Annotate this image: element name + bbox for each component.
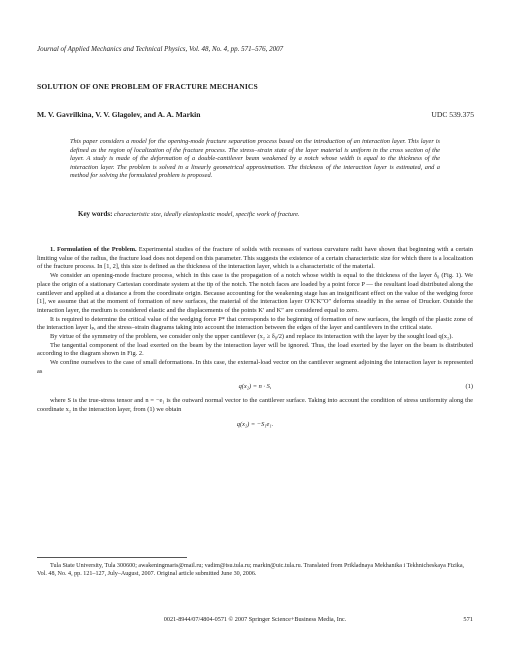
journal-citation: Journal of Applied Mechanics and Technical Physics, Vol. 48, No. 4, pp. 571–576, 2007 — [37, 45, 284, 53]
keywords — [78, 210, 448, 220]
section-heading: 1. Formulation of the Problem. — [50, 246, 137, 253]
equation-1-text: q(x₂) = n · S, — [238, 382, 272, 390]
paragraph-4: By virtue of the symmetry of the problem, we consider only the upper cantilever (x₂ ≥ δ₀/2) and replace its interaction with the layer by the sought load q(x₂). — [50, 333, 453, 341]
keywords-text: characteristic size, ideally elastoplastic model, specific work of fracture. — [114, 211, 300, 218]
paper-title: SOLUTION OF ONE PROBLEM OF FRACTURE MECHANICS — [37, 82, 258, 91]
page-number: 571 — [463, 616, 473, 623]
equation-1 — [37, 383, 473, 392]
paragraph-3: It is required to determine the critical value of the wedging force P* that corresponds to the beginning of formation of new surfaces, the length of the plastic zone of the interaction layer lₚ, and the stress–strain diagrams taking into account the interaction between the edges of the layer and cantilevers in the critical state. — [37, 315, 473, 332]
copyright-line: 0021-8944/07/4804-0571 © 2007 Springer Science+Business Media, Inc. — [163, 616, 347, 623]
affiliation: Tula State University, Tula 300600; awakeningmaris@mail.ru; vadim@tsu.tula.ru; markin@uic.tula.ru. Translated from Prikladnaya Mekhanika i Tekhnicheskaya Fizika, Vol. 48, No. 4, pp. 121–127, July–August, 2007. Original article submitted June 30, 2006. — [37, 563, 465, 577]
keywords-label: Key words: — [78, 210, 113, 218]
paragraph-5: The tangential component of the load exerted on the beam by the interaction layer will be ignored. Thus, the load exerted by the layer on the beam is distributed according to the diagram shown in Fig. 2. — [37, 341, 473, 358]
paragraph-1 — [37, 246, 473, 272]
body-text — [37, 246, 473, 435]
footnote-rule — [37, 557, 187, 558]
equation-2 — [37, 421, 473, 430]
paragraph-2: We consider an opening-mode fracture process, which in this case is the propagation of a notch whose width is equal to the thickness of the layer δ₀ (Fig. 1). We place the origin of a stationary Cartesian coordinate system at the tip of the notch. The notch faces are loaded by a point force P — the resultant load distributed along the cantilever and applied at a distance a from the coordinate origin. Because accounting for the weakening stage has an insignificant effect on the value of the wedging force [1], we assume that at the moment of formation of new surfaces, the material of the interaction layer O′K′K″O″ deforms steadily in the sense of Drucker. Outside the interaction layer, the medium is considered elastic and the displacements of the points K′ and K″ are considered equal to zero. — [37, 272, 473, 314]
footnote — [37, 562, 473, 578]
equation-1-number: (1) — [465, 382, 473, 390]
udc-code: UDC 539.375 — [431, 110, 474, 119]
paragraph-7: where S is the true-stress tensor and n = −e₁ is the outward normal vector to the cantilever surface. Taking into account the condition of stress uniformity along the coordinate x₂ in the interaction layer, from (1) we obtain — [37, 397, 473, 413]
equation-2-text: q(x₂) = −S₁e₁. — [236, 420, 274, 428]
paragraph-1-text: Experimental studies of the fracture of solids with recesses of various curvature radii have shown that beginning with a certain limiting value of the radius, the fracture load does not depend on this parameter. This suggests the existence of a certain characteristic size for which there is a localization of the fracture process. In [1, 2], this size is defined as the thickness of the interaction layer, which is a characteristic of the material. — [37, 246, 473, 271]
paper-authors: M. V. Gavrilkina, V. V. Glagolev, and A. A. Markin — [37, 110, 201, 119]
abstract: This paper considers a model for the opening-mode fracture separation process based on the introduction of an interaction layer. This layer is defined as the region of localization of the fracture process. The stress–strain state of the layer material is uniform in the cross section of the layer. A study is made of the deformation of a double-cantilever beam weakened by a notch whose width is equal to the thickness of the interaction layer. The problem is solved in a linearly geometrical approximation. The thickness of the interaction layer is estimated, and a method for solving the formulated problem is proposed. — [70, 138, 440, 180]
paragraph-6: We confine ourselves to the case of small deformations. In this case, the external-load vector on the cantilever segment adjoining the interaction layer is represented as — [37, 359, 473, 375]
